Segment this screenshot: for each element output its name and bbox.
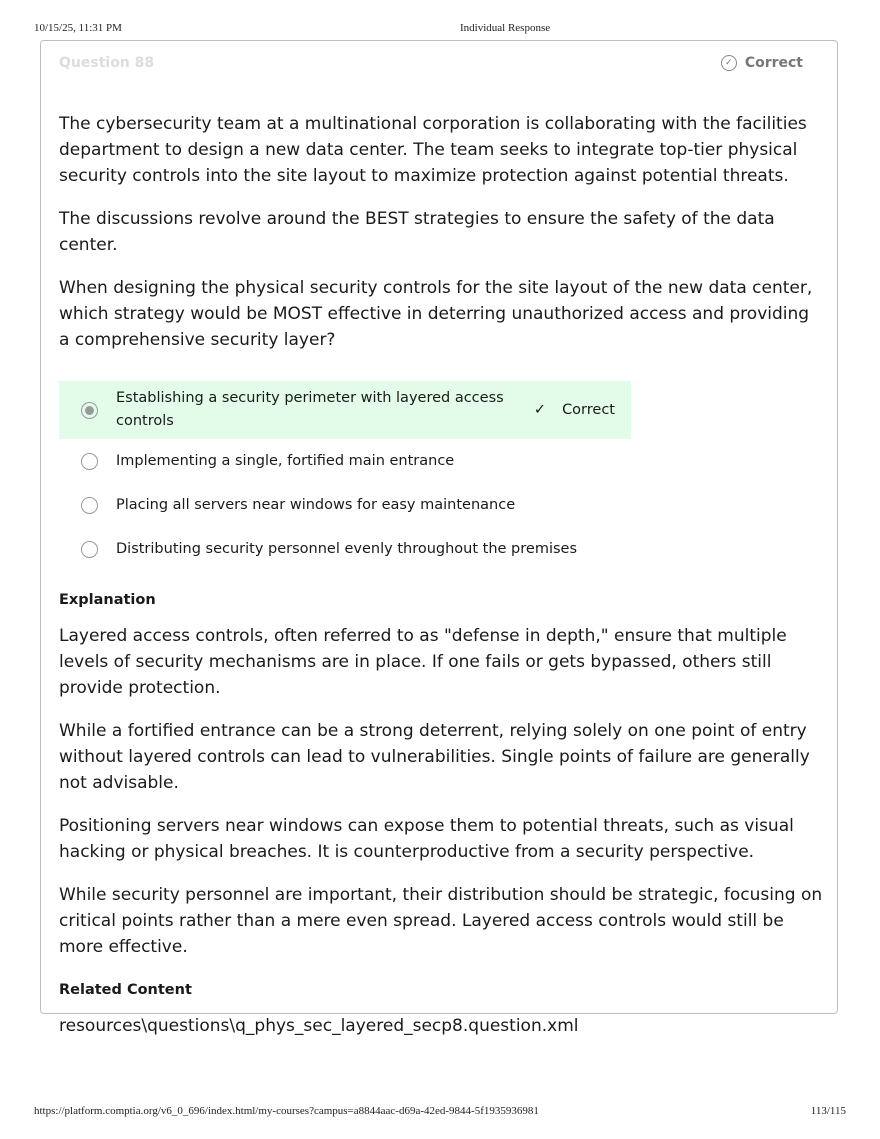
explanation-text: Positioning servers near windows can expose them to potential threats, such as visual hacking or physical breaches. It is counterproductive from a security perspective.: [59, 816, 794, 862]
option-label: Distributing security personnel evenly throughout the premises: [116, 540, 578, 557]
question-text: The cybersecurity team at a multinational corporation is collaborating with the facilities department to design a new data center. The team seeks to integrate top-tier physical security controls into the site layout to maximize protection against potential threats.: [59, 114, 807, 186]
option-label: Implementing a single, fortified main entrance: [116, 452, 455, 469]
radio-selected-icon[interactable]: [81, 402, 98, 419]
answer-option[interactable]: [59, 527, 631, 571]
radio-icon[interactable]: [81, 453, 98, 470]
explanation-text: While security personnel are important, their distribution should be strategic, focusing on critical points rather than a mere even spread. Layered access controls would still be more effective.: [59, 885, 823, 957]
answer-option[interactable]: [59, 439, 631, 483]
related-heading: Related Content: [59, 982, 192, 998]
status-badge: [721, 55, 803, 71]
answer-options: [59, 381, 824, 571]
question-card: [40, 40, 838, 1036]
question-prompt: When designing the physical security controls for the site layout of the new data center, which strategy would be MOST effective in deterring unauthorized access and providing a comprehensive security layer?: [59, 278, 813, 350]
option-label: Placing all servers near windows for easy maintenance: [116, 496, 516, 513]
question-text: The discussions revolve around the BEST strategies to ensure the safety of the data center.: [59, 209, 775, 255]
answer-option-selected[interactable]: [59, 381, 631, 439]
print-datetime: 10/15/25, 11:31 PM: [34, 22, 122, 34]
print-url: https://platform.comptia.org/v6_0_696/index.html/my-courses?campus=a8844aac-d69a-42ed-9844-5f1935936981: [34, 1105, 539, 1117]
explanation-text: Layered access controls, often referred to as "defense in depth," ensure that multiple levels of security mechanisms are in place. If one fails or gets bypassed, others still provide protection.: [59, 626, 787, 698]
question-number: Question 88: [59, 55, 155, 71]
related-path: resources\questions\q_phys_sec_layered_secp8.question.xml: [59, 1016, 579, 1036]
print-page: 113/115: [810, 1105, 846, 1117]
checkmark-icon: ✓: [533, 401, 547, 418]
radio-icon[interactable]: [81, 541, 98, 558]
explanation-text: While a fortified entrance can be a strong deterrent, relying solely on one point of entry without layered controls can lead to vulnerabilities. Single points of failure are generally not advisable.: [59, 721, 810, 793]
correct-indicator: [534, 399, 615, 422]
explanation-heading: Explanation: [59, 592, 156, 608]
status-label: Correct: [744, 55, 803, 71]
print-title: Individual Response: [460, 22, 551, 34]
check-circle-icon: ✓: [721, 55, 737, 71]
result-label: Correct: [562, 401, 615, 418]
radio-icon[interactable]: [81, 497, 98, 514]
answer-option[interactable]: [59, 483, 631, 527]
option-label: Establishing a security perimeter with layered access controls: [116, 390, 504, 429]
